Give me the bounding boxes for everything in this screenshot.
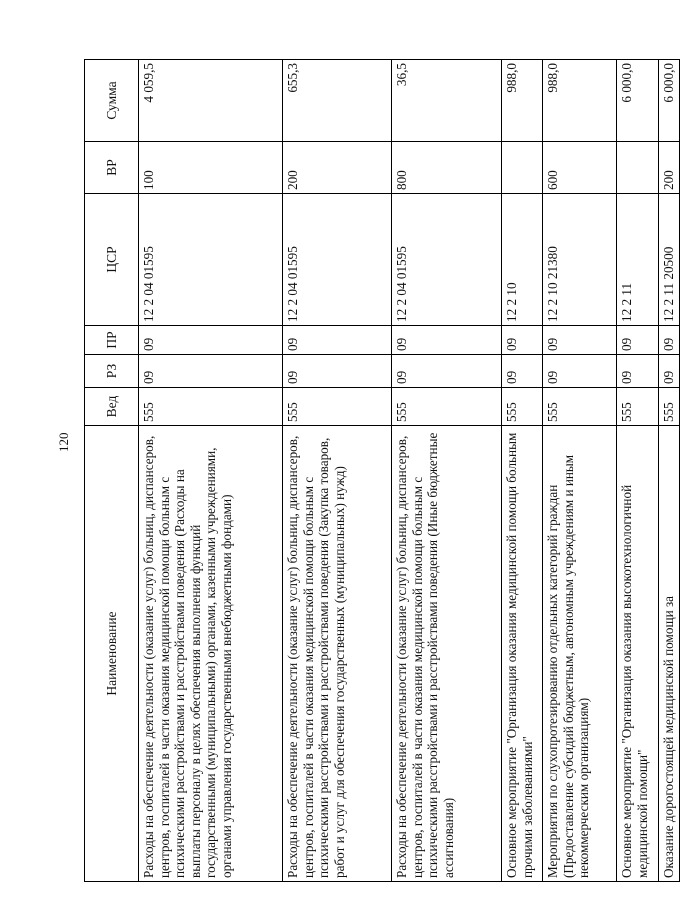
cell-vr: 100 [139, 142, 283, 194]
cell-name: Расходы на обеспечение деятельности (оказание услуг) больниц, диспансеров, центров, госпиталей в части оказания медицинской помощи больным с психическими расстройствами и расстройствами поведения (Иные бюджетные ассигнования) [392, 426, 502, 882]
cell-sum: 4 059,5 [139, 60, 283, 142]
cell-vr [502, 142, 543, 194]
header-csr: ЦСР [85, 194, 139, 326]
cell-rz: 09 [543, 355, 617, 388]
cell-name: Основное мероприятие "Организация оказания высокотехнологичной медицинской помощи" [617, 426, 659, 882]
cell-sum: 655,3 [283, 60, 392, 142]
table-row [617, 60, 659, 882]
cell-pr: 09 [617, 326, 659, 355]
cell-sum: 988,0 [502, 60, 543, 142]
cell-sum: 6 000,0 [617, 60, 659, 142]
cell-csr: 12 2 04 01595 [139, 194, 283, 326]
cell-rz: 09 [659, 355, 680, 388]
cell-pr: 09 [659, 326, 680, 355]
table-row [502, 60, 543, 882]
header-pr: ПР [85, 326, 139, 355]
cell-sum: 6 000,0 [659, 60, 680, 142]
cell-rz: 09 [283, 355, 392, 388]
cell-sum: 988,0 [543, 60, 617, 142]
cell-name: Расходы на обеспечение деятельности (оказание услуг) больниц, диспансеров, центров, госпиталей в части оказания медицинской помощи больным с психическими расстройствами и расстройствами поведения (Расходы на выплаты персоналу в целях обеспечения выполнения функций государственными (муниципальными) органами, казенными учреждениями, органами управления государственными внебюджетными фондами) [139, 426, 283, 882]
table-header-row [85, 60, 139, 882]
cell-name: Мероприятия по слухопротезированию отдельных категорий граждан (Предоставление субсидий бюджетным, автономным учреждениям и иным некоммерческим организациям) [543, 426, 617, 882]
cell-sum: 36,5 [392, 60, 502, 142]
cell-csr: 12 2 10 [502, 194, 543, 326]
cell-vr: 800 [392, 142, 502, 194]
cell-rz: 09 [139, 355, 283, 388]
cell-name: Основное мероприятие "Организация оказания медицинской помощи больным прочими заболеваниями" [502, 426, 543, 882]
cell-csr: 12 2 11 20500 [659, 194, 680, 326]
cell-pr: 09 [392, 326, 502, 355]
budget-table [84, 59, 680, 882]
cell-csr: 12 2 04 01595 [283, 194, 392, 326]
header-vr: ВР [85, 142, 139, 194]
rotated-table-container [84, 60, 676, 882]
cell-vr [617, 142, 659, 194]
cell-rz: 09 [392, 355, 502, 388]
cell-pr: 09 [283, 326, 392, 355]
table-row [283, 60, 392, 882]
cell-ved: 555 [392, 388, 502, 426]
header-name: Наименование [85, 426, 139, 882]
cell-pr: 09 [139, 326, 283, 355]
cell-pr: 09 [502, 326, 543, 355]
cell-rz: 09 [617, 355, 659, 388]
cell-vr: 200 [283, 142, 392, 194]
cell-csr: 12 2 04 01595 [392, 194, 502, 326]
cell-ved: 555 [283, 388, 392, 426]
cell-ved: 555 [659, 388, 680, 426]
cell-vr: 200 [659, 142, 680, 194]
cell-rz: 09 [502, 355, 543, 388]
cell-ved: 555 [502, 388, 543, 426]
table-row [392, 60, 502, 882]
cell-pr: 09 [543, 326, 617, 355]
cell-csr: 12 2 10 21380 [543, 194, 617, 326]
cell-name: Расходы на обеспечение деятельности (оказание услуг) больниц, диспансеров, центров, госпиталей в части оказания медицинской помощи больным с психическими расстройствами и расстройствами поведения (Закупка товаров, работ и услуг для обеспечения государственных (муниципальных) нужд) [283, 426, 392, 882]
header-rz: РЗ [85, 355, 139, 388]
cell-vr: 600 [543, 142, 617, 194]
cell-ved: 555 [543, 388, 617, 426]
cell-name: Оказание дорогостоящей медицинской помощи за [659, 426, 680, 882]
cell-csr: 12 2 11 [617, 194, 659, 326]
page-number: 120 [56, 432, 71, 452]
cell-ved: 555 [617, 388, 659, 426]
cell-ved: 555 [139, 388, 283, 426]
table-row [543, 60, 617, 882]
header-ved: Вед [85, 388, 139, 426]
table-row [659, 60, 680, 882]
table-row [139, 60, 283, 882]
header-sum: Сумма [85, 60, 139, 142]
